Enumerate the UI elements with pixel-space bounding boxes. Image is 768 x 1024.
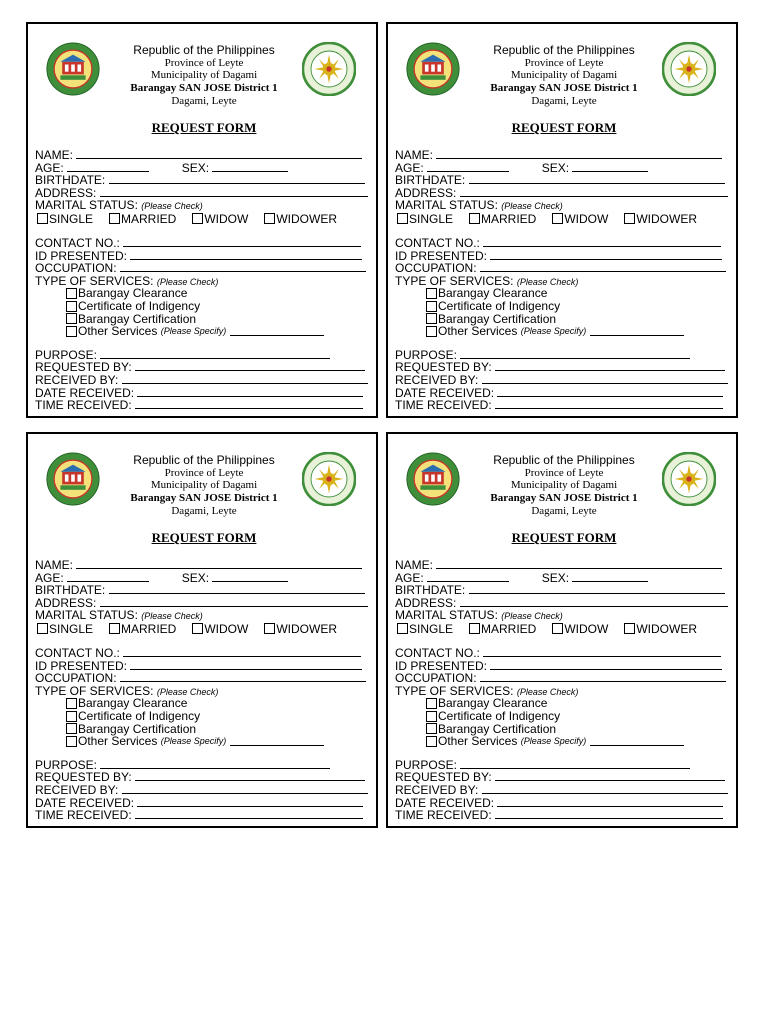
date-received-label: DATE RECEIVED: (395, 386, 495, 400)
time-received-field[interactable] (495, 399, 723, 409)
birthdate-field[interactable] (109, 584, 365, 594)
sex-field[interactable] (212, 572, 288, 582)
contact-label: CONTACT NO.: (35, 646, 120, 660)
time-received-label: TIME RECEIVED: (35, 809, 132, 822)
name-row (395, 559, 735, 572)
purpose-row (395, 759, 735, 772)
checkbox-icon[interactable] (552, 623, 563, 634)
id-presented-row (35, 250, 375, 263)
checkbox-icon[interactable] (66, 313, 77, 324)
address-label: ADDRESS: (35, 186, 97, 200)
form-fields (395, 559, 735, 822)
received-by-field[interactable] (122, 784, 368, 794)
address-row (35, 597, 375, 610)
checkbox-icon[interactable] (37, 213, 48, 224)
received-by-row (395, 374, 735, 387)
services-hint: (Please Check) (516, 686, 579, 697)
services-hint: (Please Check) (516, 276, 579, 287)
occupation-label: OCCUPATION: (35, 672, 117, 685)
received-by-label: RECEIVED BY: (395, 373, 479, 387)
birthdate-field[interactable] (469, 584, 725, 594)
checkbox-icon[interactable] (66, 698, 77, 709)
birthdate-row (35, 584, 375, 597)
municipality-heading: Municipality of Dagami (510, 479, 618, 491)
marital-options (35, 212, 375, 226)
checkbox-icon[interactable] (426, 723, 437, 734)
age-field[interactable] (67, 162, 149, 172)
occupation-label: OCCUPATION: (395, 262, 477, 275)
birthdate-label: BIRTHDATE: (395, 584, 466, 597)
checkbox-icon[interactable] (624, 623, 635, 634)
marital-option-widower[interactable]: WIDOWER (624, 623, 697, 636)
services-label: TYPE OF SERVICES: (395, 274, 514, 288)
occupation-label: OCCUPATION: (395, 672, 477, 685)
other-services-field[interactable] (590, 326, 684, 336)
requested-by-row (395, 361, 735, 374)
requested-by-label: REQUESTED BY: (35, 771, 132, 784)
service-option-certification[interactable]: Barangay Certification (66, 723, 375, 736)
republic-heading: Republic of the Philippines (493, 453, 635, 467)
marital-option-widower[interactable]: WIDOWER (264, 213, 337, 226)
name-label: NAME: (35, 559, 74, 572)
age-sex-row (395, 572, 735, 585)
checkbox-icon[interactable] (397, 213, 408, 224)
checkbox-icon[interactable] (426, 313, 437, 324)
date-received-row (395, 387, 735, 400)
name-row (395, 149, 735, 162)
age-label: AGE: (395, 571, 424, 585)
republic-heading: Republic of the Philippines (133, 453, 275, 467)
service-option-other[interactable]: Other Services (Please Specify) (66, 325, 375, 338)
received-by-row (35, 374, 375, 387)
form-fields (395, 149, 735, 412)
name-field[interactable] (76, 559, 362, 569)
marital-status-label: MARITAL STATUS: (395, 199, 498, 212)
municipality-heading: Municipality of Dagami (150, 69, 258, 81)
service-option-indigency[interactable]: Certificate of Indigency (426, 300, 735, 313)
date-received-field[interactable] (137, 387, 363, 397)
request-form-card-1 (26, 22, 378, 418)
contact-label: CONTACT NO.: (395, 646, 480, 660)
date-received-label: DATE RECEIVED: (35, 796, 135, 810)
barangay-heading: Barangay SAN JOSE District 1 (490, 492, 638, 504)
province-heading: Province of Leyte (524, 467, 604, 479)
republic-heading: Republic of the Philippines (133, 43, 275, 57)
service-option-clearance[interactable]: Barangay Clearance (66, 697, 375, 710)
service-option-other[interactable]: Other Services (Please Specify) (426, 325, 735, 338)
address-field[interactable] (100, 597, 368, 607)
request-form-card-4 (386, 432, 738, 828)
checkbox-icon[interactable] (192, 213, 203, 224)
town-heading: Dagami, Leyte (171, 505, 237, 517)
services-label: TYPE OF SERVICES: (35, 684, 154, 698)
barangay-seal-icon (302, 42, 356, 96)
checkbox-icon[interactable] (426, 711, 437, 722)
form-title: REQUEST FORM (511, 120, 617, 135)
purpose-field[interactable] (460, 759, 690, 769)
marital-option-single[interactable]: SINGLE (397, 213, 453, 226)
services-hint: (Please Check) (156, 686, 219, 697)
date-received-label: DATE RECEIVED: (395, 796, 495, 810)
province-heading: Province of Leyte (164, 467, 244, 479)
checkbox-icon[interactable] (426, 326, 437, 337)
checkbox-icon[interactable] (109, 213, 120, 224)
occupation-field[interactable] (120, 672, 366, 682)
address-row (395, 597, 735, 610)
address-field[interactable] (460, 187, 728, 197)
age-label: AGE: (395, 161, 424, 175)
birthdate-field[interactable] (469, 174, 725, 184)
purpose-row (395, 349, 735, 362)
name-row (35, 559, 375, 572)
age-sex-row (35, 162, 375, 175)
requested-by-field[interactable] (495, 771, 725, 781)
time-received-row (35, 399, 375, 412)
received-by-label: RECEIVED BY: (395, 783, 479, 797)
time-received-label: TIME RECEIVED: (395, 399, 492, 412)
received-by-row (395, 784, 735, 797)
id-presented-field[interactable] (490, 660, 722, 670)
date-received-field[interactable] (497, 387, 723, 397)
date-received-row (35, 797, 375, 810)
time-received-field[interactable] (135, 399, 363, 409)
marital-option-widower[interactable]: WIDOWER (264, 623, 337, 636)
contact-row (35, 647, 375, 660)
id-presented-label: ID PRESENTED: (395, 659, 488, 673)
occupation-row (35, 672, 375, 685)
age-sex-row (395, 162, 735, 175)
republic-heading: Republic of the Philippines (493, 43, 635, 57)
checkbox-icon[interactable] (426, 698, 437, 709)
services-hint: (Please Check) (156, 276, 219, 287)
sex-label: SEX: (541, 571, 570, 585)
barangay-seal-icon (302, 452, 356, 506)
checkbox-icon[interactable] (109, 623, 120, 634)
barangay-heading: Barangay SAN JOSE District 1 (130, 492, 278, 504)
checkbox-icon[interactable] (37, 623, 48, 634)
id-presented-label: ID PRESENTED: (395, 249, 488, 263)
time-received-label: TIME RECEIVED: (395, 809, 492, 822)
other-services-field[interactable] (230, 326, 324, 336)
id-presented-field[interactable] (130, 660, 362, 670)
id-presented-row (395, 660, 735, 673)
time-received-field[interactable] (495, 809, 723, 819)
requested-by-row (35, 771, 375, 784)
id-presented-row (35, 660, 375, 673)
purpose-field[interactable] (460, 349, 690, 359)
birthdate-label: BIRTHDATE: (395, 174, 466, 187)
marital-status-row (35, 609, 375, 622)
id-presented-label: ID PRESENTED: (35, 659, 128, 673)
id-presented-label: ID PRESENTED: (35, 249, 128, 263)
checkbox-icon[interactable] (66, 326, 77, 337)
marital-option-married[interactable]: MARRIED (469, 213, 536, 226)
requested-by-label: REQUESTED BY: (395, 361, 492, 374)
name-field[interactable] (436, 149, 722, 159)
service-option-clearance[interactable]: Barangay Clearance (426, 697, 735, 710)
birthdate-row (35, 174, 375, 187)
marital-option-widower[interactable]: WIDOWER (624, 213, 697, 226)
date-received-label: DATE RECEIVED: (35, 386, 135, 400)
service-option-indigency[interactable]: Certificate of Indigency (426, 710, 735, 723)
service-option-certification[interactable]: Barangay Certification (426, 723, 735, 736)
sex-field[interactable] (212, 162, 288, 172)
marital-hint: (Please Check) (141, 611, 203, 622)
request-form-card-3 (26, 432, 378, 828)
checkbox-icon[interactable] (624, 213, 635, 224)
address-row (35, 187, 375, 200)
other-services-field[interactable] (590, 736, 684, 746)
form-title: REQUEST FORM (151, 120, 257, 135)
occupation-field[interactable] (480, 672, 726, 682)
municipality-heading: Municipality of Dagami (150, 479, 258, 491)
requested-by-field[interactable] (135, 771, 365, 781)
checkbox-icon[interactable] (66, 711, 77, 722)
age-label: AGE: (35, 571, 64, 585)
time-received-row (395, 399, 735, 412)
marital-options (395, 622, 735, 636)
time-received-row (35, 809, 375, 822)
checkbox-icon[interactable] (66, 288, 77, 299)
barangay-seal-icon (662, 42, 716, 96)
service-option-indigency[interactable]: Certificate of Indigency (66, 710, 375, 723)
marital-options (35, 622, 375, 636)
province-heading: Province of Leyte (524, 57, 604, 69)
barangay-seal-icon (662, 452, 716, 506)
service-option-certification[interactable]: Barangay Certification (426, 313, 735, 326)
sex-label: SEX: (541, 161, 570, 175)
address-field[interactable] (460, 597, 728, 607)
town-heading: Dagami, Leyte (171, 95, 237, 107)
checkbox-icon[interactable] (426, 288, 437, 299)
date-received-row (35, 387, 375, 400)
checkbox-icon[interactable] (552, 213, 563, 224)
id-presented-row (395, 250, 735, 263)
purpose-field[interactable] (100, 759, 330, 769)
id-presented-field[interactable] (130, 250, 362, 260)
requested-by-label: REQUESTED BY: (395, 771, 492, 784)
date-received-field[interactable] (137, 797, 363, 807)
name-label: NAME: (395, 559, 434, 572)
contact-field[interactable] (123, 647, 361, 657)
birthdate-row (395, 174, 735, 187)
requested-by-row (35, 361, 375, 374)
service-option-indigency[interactable]: Certificate of Indigency (66, 300, 375, 313)
age-label: AGE: (35, 161, 64, 175)
marital-option-married[interactable]: MARRIED (469, 623, 536, 636)
marital-options (395, 212, 735, 226)
marital-status-label: MARITAL STATUS: (395, 609, 498, 622)
purpose-label: PURPOSE: (395, 348, 458, 362)
marital-status-row (395, 609, 735, 622)
occupation-row (395, 672, 735, 685)
marital-option-married[interactable]: MARRIED (109, 623, 176, 636)
checkbox-icon[interactable] (264, 213, 275, 224)
name-label: NAME: (35, 149, 74, 162)
service-option-other[interactable]: Other Services (Please Specify) (426, 735, 735, 748)
age-field[interactable] (427, 572, 509, 582)
received-by-label: RECEIVED BY: (35, 783, 119, 797)
contact-field[interactable] (483, 647, 721, 657)
requested-by-field[interactable] (135, 361, 365, 371)
time-received-row (395, 809, 735, 822)
requested-by-row (395, 771, 735, 784)
marital-option-widow[interactable]: WIDOW (552, 213, 608, 226)
received-by-field[interactable] (482, 784, 728, 794)
marital-option-widow[interactable]: WIDOW (192, 213, 248, 226)
contact-row (395, 237, 735, 250)
marital-status-row (35, 199, 375, 212)
checkbox-icon[interactable] (66, 723, 77, 734)
marital-option-widow[interactable]: WIDOW (192, 623, 248, 636)
requested-by-field[interactable] (495, 361, 725, 371)
service-option-certification[interactable]: Barangay Certification (66, 313, 375, 326)
purpose-row (35, 759, 375, 772)
contact-row (395, 647, 735, 660)
marital-status-row (395, 199, 735, 212)
sex-label: SEX: (181, 161, 210, 175)
other-services-field[interactable] (230, 736, 324, 746)
occupation-field[interactable] (480, 262, 726, 272)
purpose-label: PURPOSE: (395, 758, 458, 772)
address-field[interactable] (100, 187, 368, 197)
form-fields (35, 559, 375, 822)
marital-option-single[interactable]: SINGLE (37, 213, 93, 226)
marital-option-widow[interactable]: WIDOW (552, 623, 608, 636)
checkbox-icon[interactable] (426, 301, 437, 312)
date-received-field[interactable] (497, 797, 723, 807)
form-fields (35, 149, 375, 412)
requested-by-label: REQUESTED BY: (35, 361, 132, 374)
name-field[interactable] (76, 149, 362, 159)
barangay-heading: Barangay SAN JOSE District 1 (130, 82, 278, 94)
checkbox-icon[interactable] (66, 736, 77, 747)
received-by-field[interactable] (482, 374, 728, 384)
service-option-clearance[interactable]: Barangay Clearance (66, 287, 375, 300)
contact-label: CONTACT NO.: (395, 236, 480, 250)
purpose-label: PURPOSE: (35, 758, 98, 772)
form-title: REQUEST FORM (151, 530, 257, 545)
birthdate-field[interactable] (109, 174, 365, 184)
checkbox-icon[interactable] (66, 301, 77, 312)
address-label: ADDRESS: (395, 186, 457, 200)
date-received-row (395, 797, 735, 810)
marital-option-single[interactable]: SINGLE (397, 623, 453, 636)
contact-field[interactable] (123, 237, 361, 247)
contact-field[interactable] (483, 237, 721, 247)
service-option-clearance[interactable]: Barangay Clearance (426, 287, 735, 300)
received-by-row (35, 784, 375, 797)
name-field[interactable] (436, 559, 722, 569)
marital-hint: (Please Check) (501, 201, 563, 212)
birthdate-label: BIRTHDATE: (35, 174, 106, 187)
age-field[interactable] (427, 162, 509, 172)
purpose-field[interactable] (100, 349, 330, 359)
form-title: REQUEST FORM (511, 530, 617, 545)
contact-label: CONTACT NO.: (35, 236, 120, 250)
services-label: TYPE OF SERVICES: (35, 274, 154, 288)
occupation-row (395, 262, 735, 275)
birthdate-label: BIRTHDATE: (35, 584, 106, 597)
services-label: TYPE OF SERVICES: (395, 684, 514, 698)
occupation-field[interactable] (120, 262, 366, 272)
marital-status-label: MARITAL STATUS: (35, 199, 138, 212)
checkbox-icon[interactable] (397, 623, 408, 634)
marital-status-label: MARITAL STATUS: (35, 609, 138, 622)
age-field[interactable] (67, 572, 149, 582)
time-received-field[interactable] (135, 809, 363, 819)
birthdate-row (395, 584, 735, 597)
occupation-label: OCCUPATION: (35, 262, 117, 275)
marital-option-married[interactable]: MARRIED (109, 213, 176, 226)
id-presented-field[interactable] (490, 250, 722, 260)
sex-field[interactable] (572, 572, 648, 582)
service-option-other[interactable]: Other Services (Please Specify) (66, 735, 375, 748)
received-by-field[interactable] (122, 374, 368, 384)
name-row (35, 149, 375, 162)
town-heading: Dagami, Leyte (531, 95, 597, 107)
province-heading: Province of Leyte (164, 57, 244, 69)
checkbox-icon[interactable] (469, 623, 480, 634)
address-label: ADDRESS: (395, 596, 457, 610)
address-row (395, 187, 735, 200)
checkbox-icon[interactable] (264, 623, 275, 634)
marital-option-single[interactable]: SINGLE (37, 623, 93, 636)
request-form-card-2 (386, 22, 738, 418)
marital-hint: (Please Check) (141, 201, 203, 212)
purpose-row (35, 349, 375, 362)
name-label: NAME: (395, 149, 434, 162)
town-heading: Dagami, Leyte (531, 505, 597, 517)
purpose-label: PURPOSE: (35, 348, 98, 362)
age-sex-row (35, 572, 375, 585)
occupation-row (35, 262, 375, 275)
marital-hint: (Please Check) (501, 611, 563, 622)
checkbox-icon[interactable] (469, 213, 480, 224)
sex-label: SEX: (181, 571, 210, 585)
barangay-heading: Barangay SAN JOSE District 1 (490, 82, 638, 94)
time-received-label: TIME RECEIVED: (35, 399, 132, 412)
contact-row (35, 237, 375, 250)
received-by-label: RECEIVED BY: (35, 373, 119, 387)
checkbox-icon[interactable] (426, 736, 437, 747)
municipality-heading: Municipality of Dagami (510, 69, 618, 81)
sex-field[interactable] (572, 162, 648, 172)
address-label: ADDRESS: (35, 596, 97, 610)
checkbox-icon[interactable] (192, 623, 203, 634)
